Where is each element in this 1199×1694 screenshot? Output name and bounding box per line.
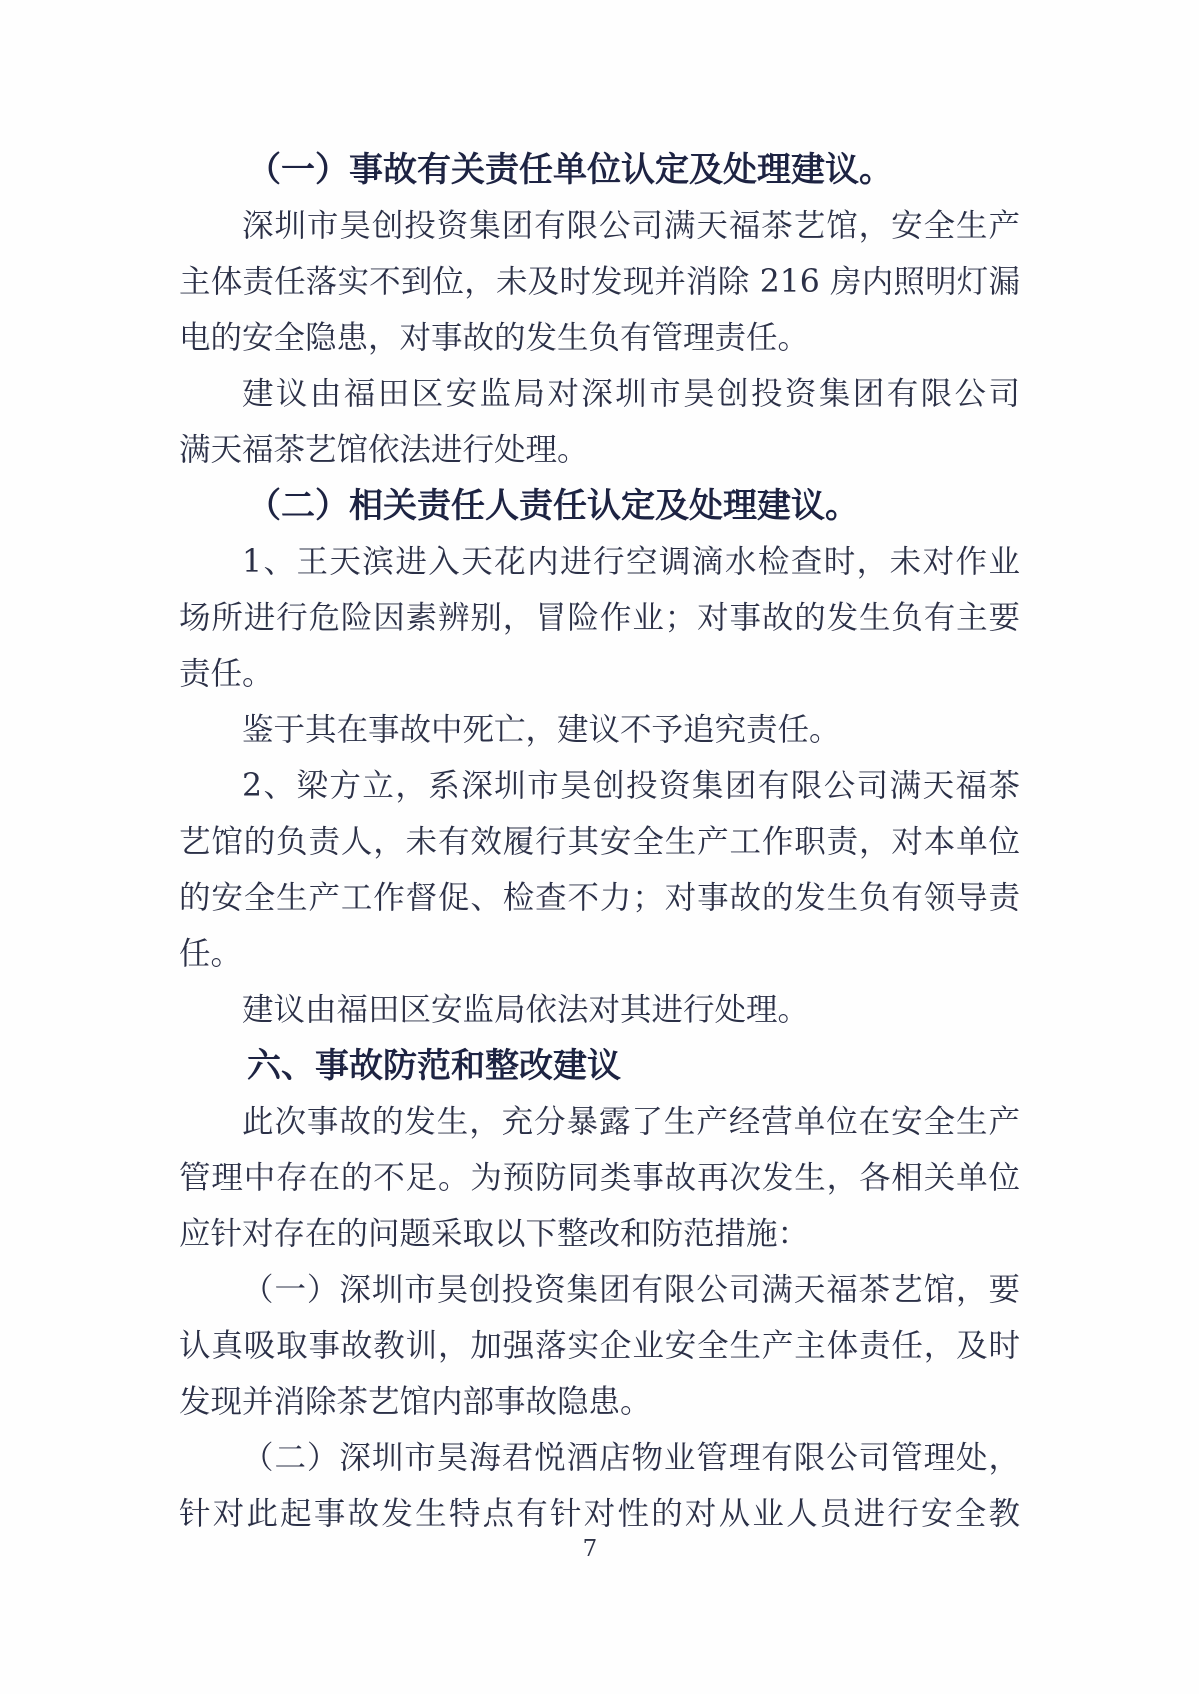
text-line: 2、梁方立，系深圳市昊创投资集团有限公司满天福茶	[242, 768, 1020, 804]
section-heading: （二）相关责任人责任认定及处理建议。	[247, 486, 859, 526]
text-line: 认真吸取事故教训，加强落实企业安全生产主体责任，及时	[179, 1328, 1020, 1364]
text-line: 任。	[179, 936, 243, 972]
section-heading: 六、事故防范和整改建议	[247, 1046, 621, 1086]
text-line: 电的安全隐患，对事故的发生负有管理责任。	[179, 320, 810, 356]
text-line: 建议由福田区安监局对深圳市昊创投资集团有限公司	[242, 376, 1020, 412]
text-line: 责任。	[179, 656, 274, 692]
text-line: 管理中存在的不足。为预防同类事故再次发生，各相关单位	[179, 1160, 1020, 1196]
text-line: 鉴于其在事故中死亡，建议不予追究责任。	[242, 712, 841, 748]
text-line: 此次事故的发生，充分暴露了生产经营单位在安全生产	[242, 1104, 1020, 1140]
text-line: （二）深圳市昊海君悦酒店物业管理有限公司管理处，	[242, 1440, 1020, 1476]
section-heading: （一）事故有关责任单位认定及处理建议。	[247, 150, 893, 190]
text-line: 针对此起事故发生特点有针对性的对从业人员进行安全教	[179, 1496, 1020, 1532]
text-line: 应针对存在的问题采取以下整改和防范措施：	[179, 1216, 810, 1252]
text-line: 1、王天滨进入天花内进行空调滴水检查时，未对作业	[242, 544, 1020, 580]
text-line: 建议由福田区安监局依法对其进行处理。	[242, 992, 810, 1028]
text-line: 主体责任落实不到位，未及时发现并消除 216 房内照明灯漏	[179, 264, 1020, 300]
text-line: 满天福茶艺馆依法进行处理。	[179, 432, 589, 468]
page-number: 7	[582, 1536, 598, 1562]
text-line: 深圳市昊创投资集团有限公司满天福茶艺馆，安全生产	[242, 208, 1020, 244]
document-body	[179, 142, 1020, 1542]
text-line: 艺馆的负责人，未有效履行其安全生产工作职责，对本单位	[179, 824, 1020, 860]
text-line: 的安全生产工作督促、检查不力；对事故的发生负有领导责	[179, 880, 1020, 916]
text-line: 发现并消除茶艺馆内部事故隐患。	[179, 1384, 652, 1420]
text-line: 场所进行危险因素辨别，冒险作业；对事故的发生负有主要	[179, 600, 1020, 636]
text-line: （一）深圳市昊创投资集团有限公司满天福茶艺馆，要	[242, 1272, 1020, 1308]
